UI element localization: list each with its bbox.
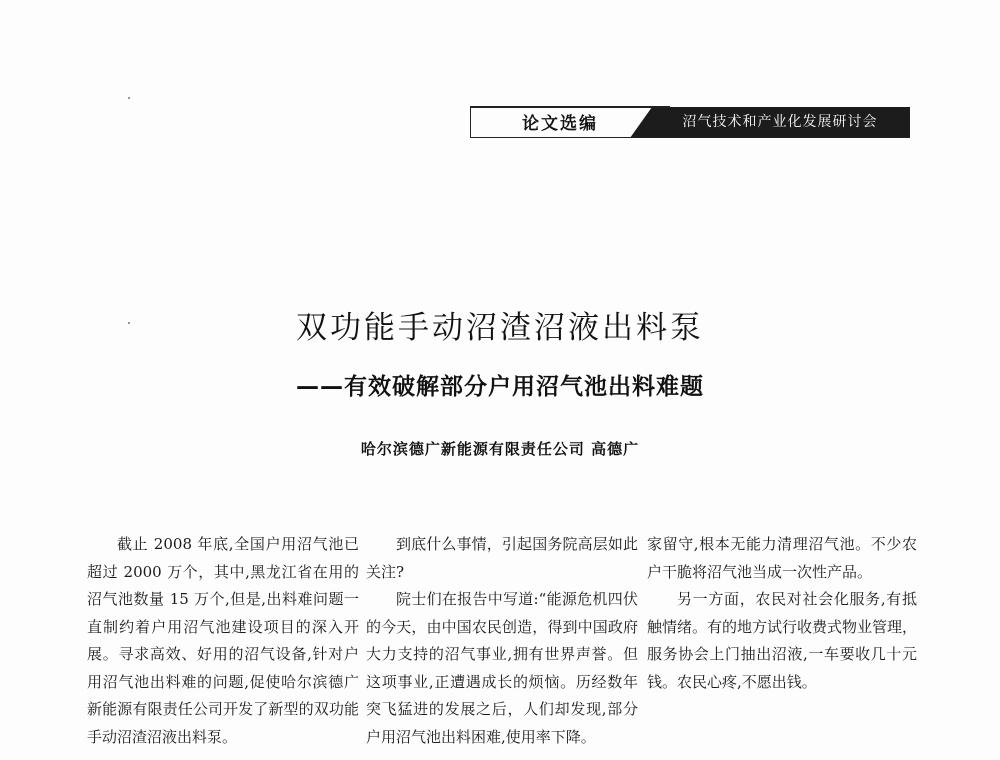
- article-subtitle: ——有效破解部分户用沼气池出料难题: [296, 374, 704, 400]
- article-title: 双功能手动沼渣沼液出料泵: [296, 310, 704, 346]
- paragraph: 院士们在报告中写道:“能源危机四伏的今天，由中国农民创造，得到中国政府大力支持的沼气事业,拥有世界声誉。但这项事业,正遭遇成长的烦恼。历经数年突飞猛进的发展之后，人们却发现,部分户用沼气池出料困难,使用率下降。: [366, 590, 638, 746]
- paragraph: 到底什么事情，引起国务院高层如此关注?: [366, 535, 638, 581]
- article-byline: 哈尔滨德广新能源有限责任公司 高德广: [360, 440, 640, 458]
- paragraph: 另一方面，农民对社会化服务,有抵触情绪。有的地方试行收费式物业管理，服务协会上门抽出沼液,一车要收几十元钱。农民心疼,不愿出钱。: [647, 590, 917, 691]
- section-label: 论文选编: [522, 114, 598, 134]
- text-column-2: [366, 531, 638, 760]
- section-header: [470, 106, 910, 138]
- scan-speck: [128, 97, 130, 99]
- paragraph: 家留守,根本无能力清理沼气池。不少农户干脆将沼气池当成一次性产品。: [647, 535, 917, 581]
- section-topic: 沼气技术和产业化发展研讨会: [682, 114, 878, 130]
- text-column-1: [87, 531, 359, 760]
- paragraph: 截止 2008 年底,全国户用沼气池已超过 2000 万个，其中,黑龙江省在用的沼气池数量 15 万个,但是,出料难问题一直制约着户用沼气池建设项目的深入开展。寻求高效、好用的沼气设备,针对户用沼气池出料难的问题,促使哈尔滨德广新能源有限责任公司开发了新型的双功能手动沼渣沼液出料泵。: [87, 535, 359, 746]
- text-column-3: [647, 531, 917, 760]
